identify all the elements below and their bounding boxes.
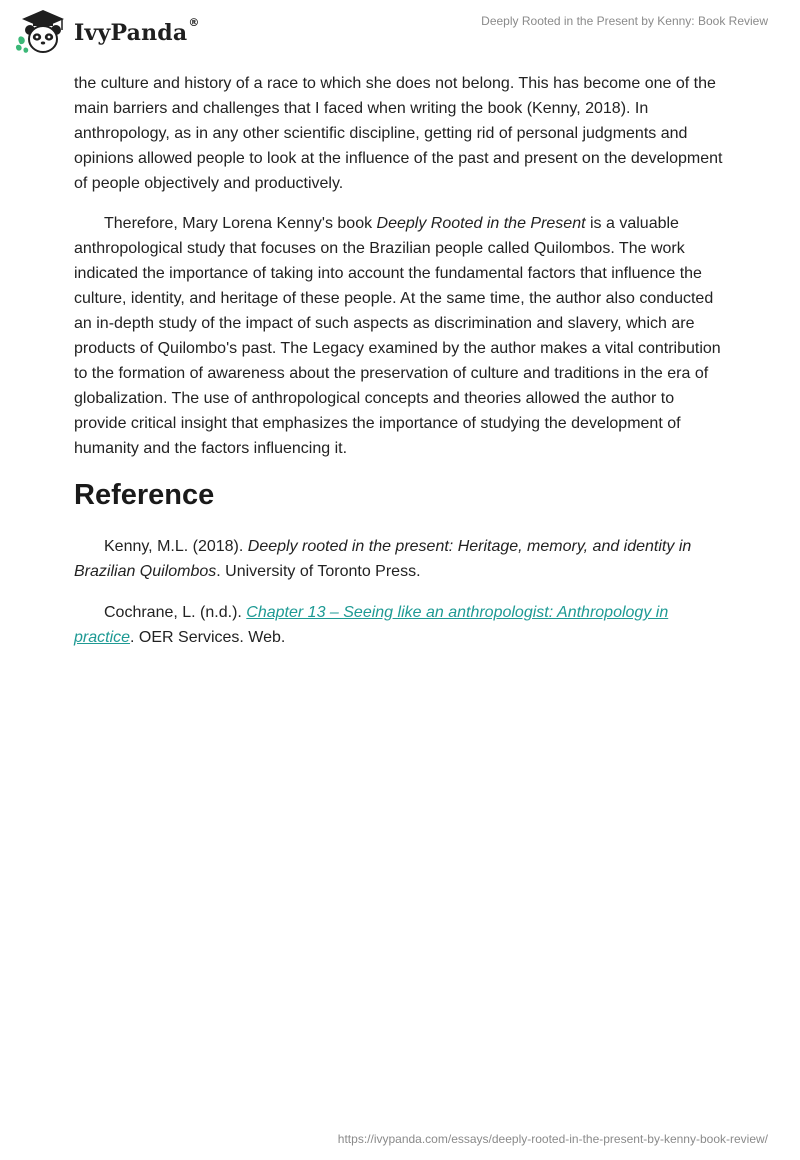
paragraph-continuation: the culture and history of a race to which she does not belong. This has become one of the main barriers and challenges that I faced when writing the book (Kenny, 2018). In anthropology, as in any other scientific discipline, getting rid of personal judgments and opinions allowed people to look at the influence of the past and present on the development of people objectively and productively. [74,75,723,192]
reference-item [74,534,726,584]
reference-publisher: . University of Toronto Press. [216,563,421,580]
brand-logo[interactable] [14,8,200,58]
document-title: Deeply Rooted in the Present by Kenny: Book Review [481,14,768,28]
page-header [0,0,800,70]
article-body [74,71,726,666]
reference-author: Cochrane, L. (n.d.). [104,604,247,621]
reference-item [74,600,726,650]
page-url: https://ivypanda.com/essays/deeply-rooted-in-the-present-by-kenny-book-review/ [337,1132,768,1146]
reference-heading: Reference [74,479,215,511]
paragraph-conclusion [74,211,726,461]
panda-graduate-icon [14,8,72,58]
brand-name: IvyPanda® [74,16,200,46]
paragraph-text: Therefore, Mary Lorena Kenny's book [104,215,377,232]
book-title-italic: Deeply Rooted in the Present [376,215,586,232]
paragraph-text: is a valuable anthropological study that focuses on the Brazilian people called Quilombos. The work indicated the importance of taking into account the fundamental factors that influence the culture, identity, and heritage of these people. At the same time, the author also conducted an in-depth study of the impact of such aspects as discrimination and slavery, which are products of Quilombo's past. The Legacy examined by the author makes a vital contribution to the formation of awareness about the preservation of culture and traditions in the era of globalization. The use of anthropological concepts and theories allowed the author to provide critical insight that emphasizes the importance of studying the development of humanity and the factors influencing it. [74,215,721,457]
registered-mark: ® [188,16,200,29]
reference-title: Deeply rooted in the present: Heritage, memory, and identity in Brazilian Quilombos [74,538,692,580]
reference-author: Kenny, M.L. (2018). [104,538,248,555]
reference-publisher: . OER Services. Web. [130,629,286,646]
reference-link[interactable]: Chapter 13 – Seeing like an anthropologist: Anthropology in practice [74,604,669,646]
